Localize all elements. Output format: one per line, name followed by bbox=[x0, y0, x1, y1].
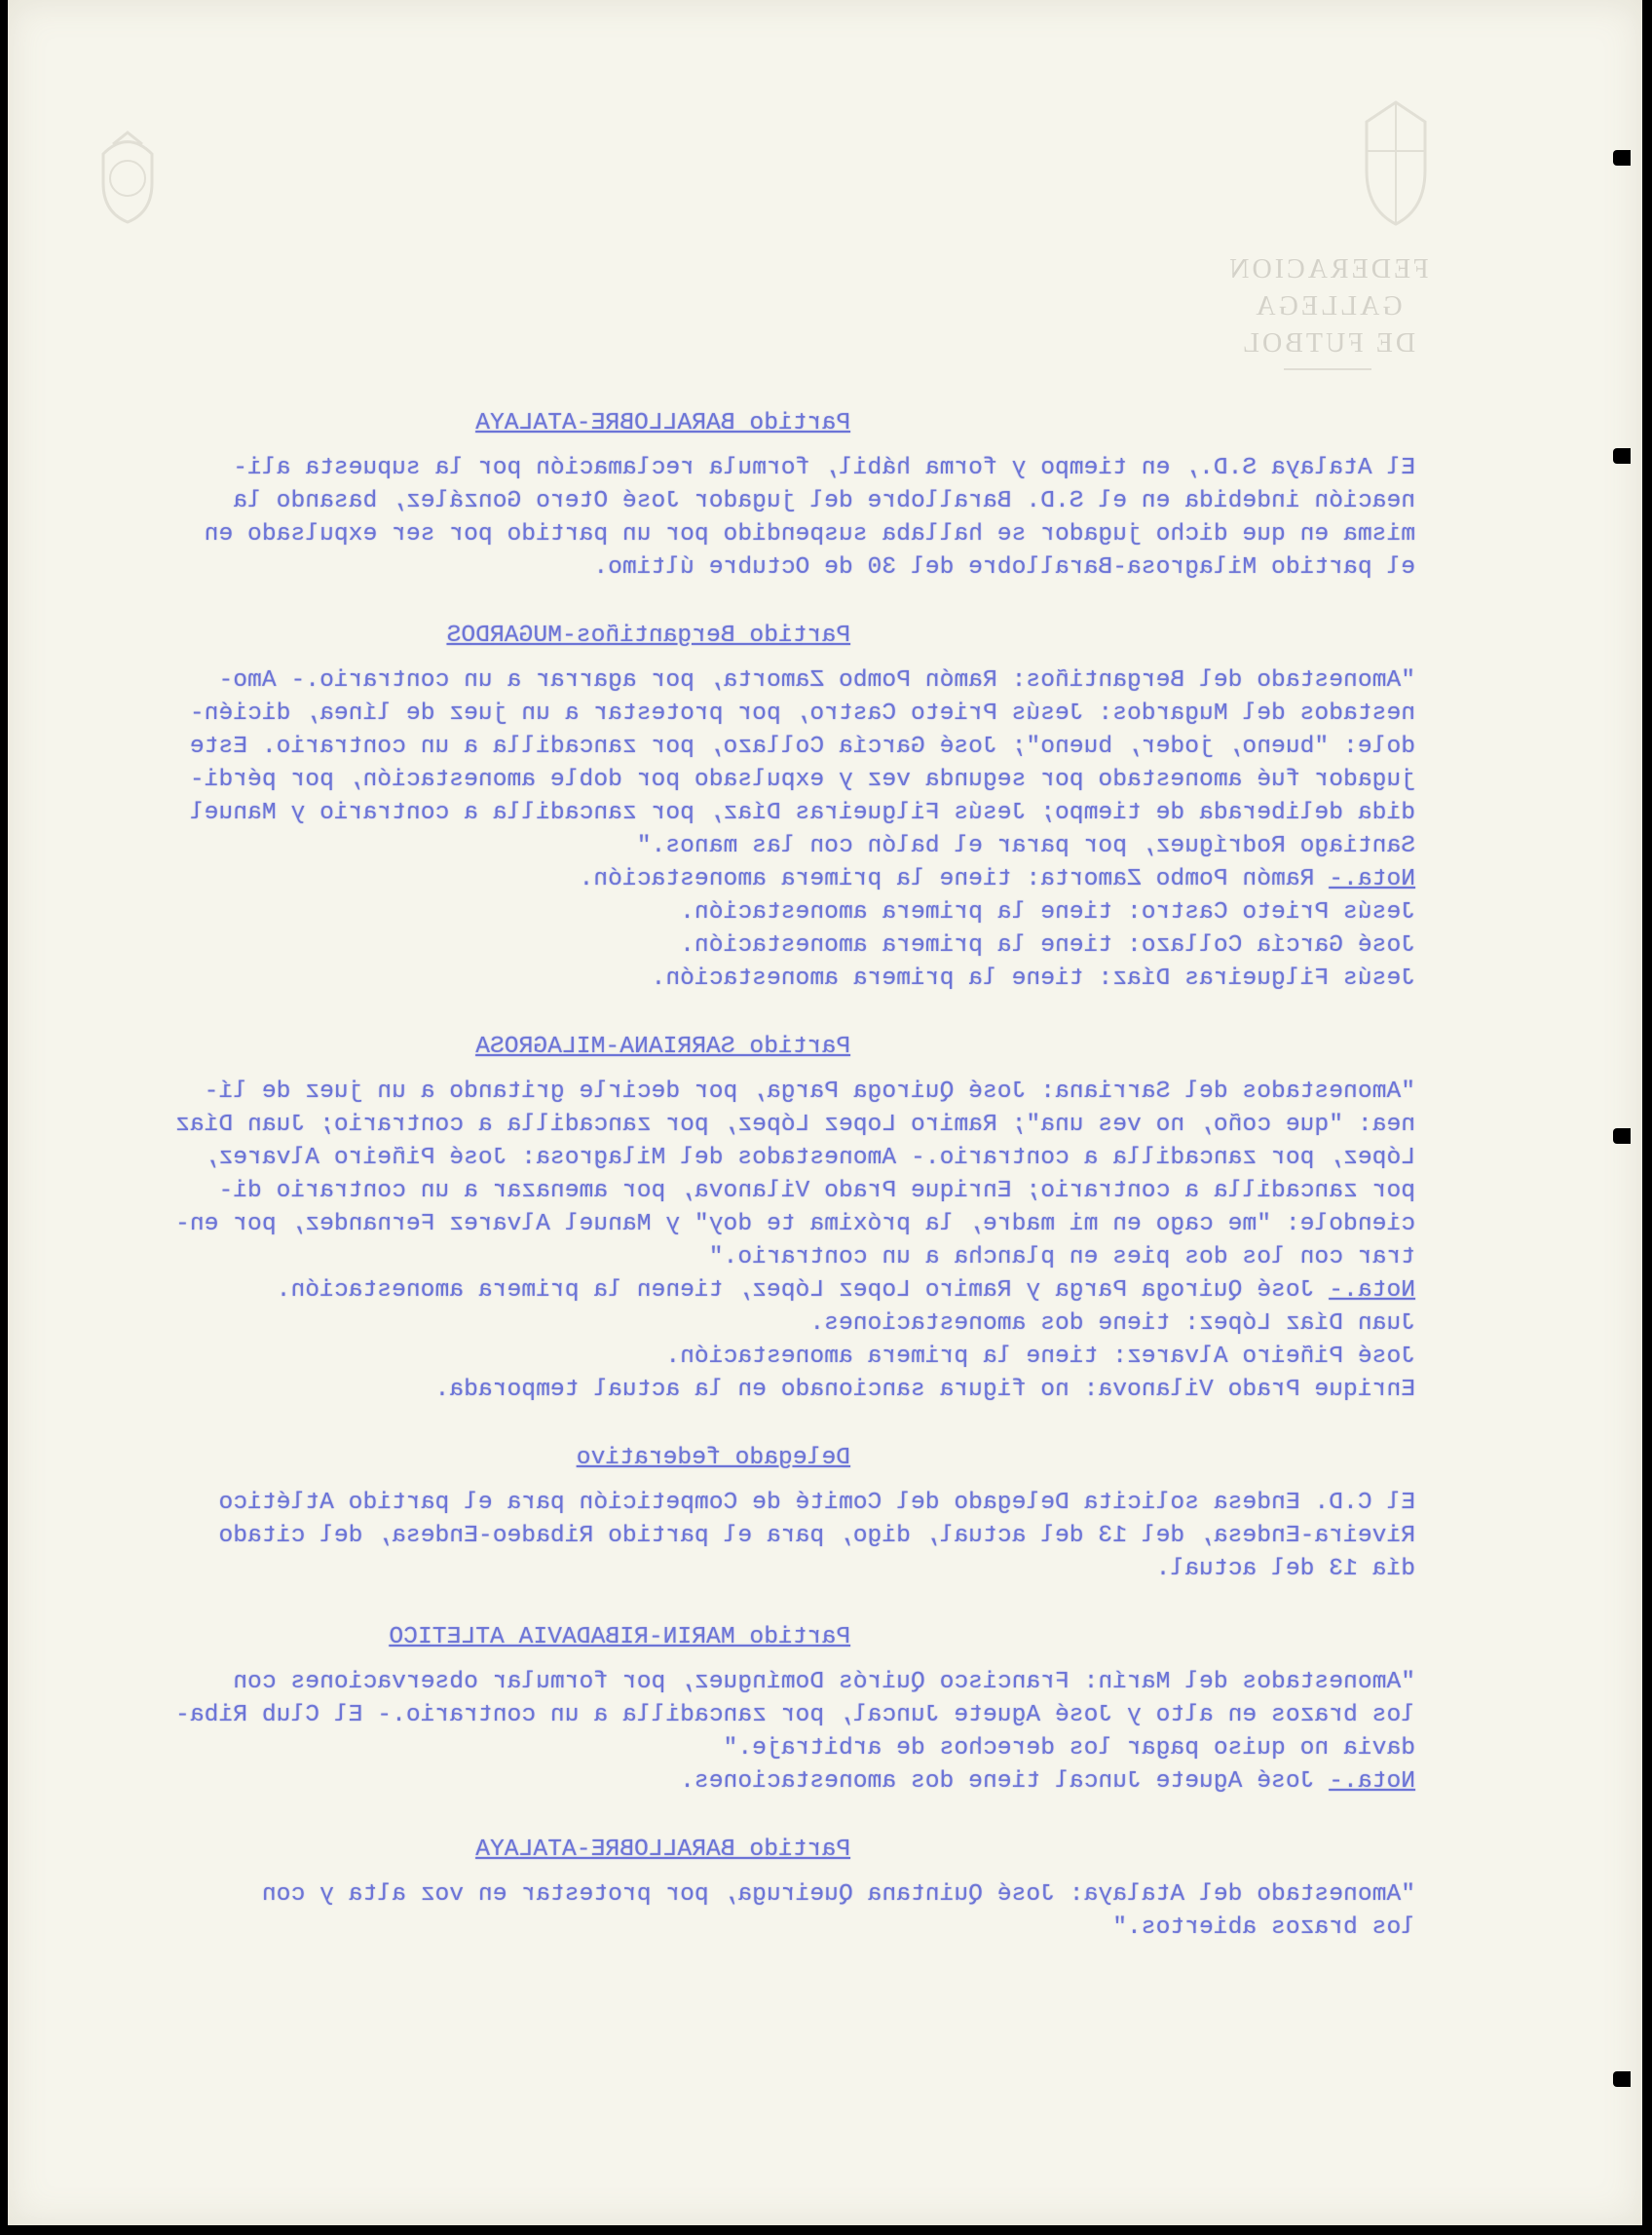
text-line: Riveira-Endesa, del 13 del actual, digo, para el partido Ribadeo-Endesa, del citado bbox=[218, 1523, 1415, 1549]
text-line: El Atalaya S.D., en tiempo y forma hábil, formula reclamación por la supuesta ali- bbox=[233, 455, 1415, 481]
note-line: Enrique Prado Vilanova: no figura sancionado en la actual temporada. bbox=[434, 1377, 1415, 1403]
typed-text-mirrored bbox=[47, 407, 1415, 1980]
text-line: López, por zancadilla a contrario.- Amonestados del Milagrosa: José Piñeiro Alvarez, bbox=[204, 1145, 1415, 1171]
text-line: por zancadilla a contrario; Enrique Prado Vilanova, por amenazar a un contrario di- bbox=[218, 1178, 1415, 1204]
binding-mark bbox=[1613, 2071, 1631, 2087]
section-heading: Delegado federativo bbox=[576, 1445, 850, 1471]
note-line bbox=[47, 1274, 1415, 1307]
letterhead-line-1: FEDERACION GALLEGA bbox=[1226, 254, 1429, 322]
section-heading: Partido BARALLOBRE-ATALAYA bbox=[475, 410, 850, 436]
letterhead-line-2: DE FUTBOL bbox=[1239, 328, 1416, 359]
text-line: dida deliberada de tiempo; Jesús Filgueiras Díaz, por zancadilla a contrario y Manuel bbox=[189, 800, 1415, 826]
note-text: Ramón Pombo Zamorta: tiene la primera amonestación. bbox=[579, 866, 1330, 892]
note-label: Nota.- bbox=[1329, 1768, 1415, 1795]
note-line: Jesús Prieto Castro: tiene la primera amonestación. bbox=[680, 899, 1415, 926]
section-barallobre-atalaya-amonestado bbox=[47, 1834, 1415, 1945]
note-label: Nota.- bbox=[1329, 1277, 1415, 1304]
text-line: neación indebida en el S.D. Barallobre del jugador José Otero González, basando la bbox=[233, 488, 1415, 514]
binding-mark bbox=[1613, 1128, 1631, 1144]
text-line: "Amonestado del Atalaya: José Quintana Queiruga, por protestar en voz alta y con bbox=[261, 1881, 1415, 1908]
note-line bbox=[47, 863, 1415, 896]
text-line: día 13 del actual. bbox=[1155, 1556, 1415, 1582]
binding-mark bbox=[1613, 150, 1631, 166]
document-page bbox=[8, 0, 1642, 2225]
note-line bbox=[47, 1765, 1415, 1799]
note-line: Juan Díaz López: tiene dos amonestaciones. bbox=[809, 1310, 1415, 1337]
text-line: ciendole: "me cago en mi madre, la próxima te doy" y Manuel Alvarez Fernandez, por en- bbox=[174, 1211, 1415, 1237]
section-marin-ribadavia bbox=[47, 1621, 1415, 1799]
note-line: José García Collazo: tiene la primera amonestación. bbox=[680, 932, 1415, 959]
federation-shield-icon bbox=[1352, 93, 1440, 229]
text-line: "Amonestados del Sarriana: José Quiroga Parga, por decirle gritando a un juez de lí- bbox=[204, 1079, 1415, 1105]
section-sarriana-milagrosa bbox=[47, 1031, 1415, 1407]
text-line: Santiago Rodríguez, por parar el balón con las manos." bbox=[636, 833, 1415, 859]
text-line: davia no quiso pagar los derechos de arbitraje." bbox=[723, 1735, 1415, 1761]
text-line: "Amonestado del Bergantiños: Ramón Pombo Zamorta, por agarrar a un contrario.- Amo- bbox=[218, 667, 1415, 694]
binding-mark bbox=[1613, 448, 1631, 464]
text-line: nestados del Mugardos: Jesús Prieto Castro, por protestar a un juez de línea, dicién- bbox=[189, 701, 1415, 727]
crest-icon bbox=[84, 125, 171, 227]
letterhead-rule bbox=[1284, 368, 1371, 370]
text-line: los brazos abiertos." bbox=[1112, 1914, 1415, 1941]
note-text: José Quiroga Parga y Ramiro Lopez López, tienen la primera amonestación. bbox=[276, 1277, 1330, 1304]
note-line: José Piñeiro Alvarez: tiene la primera amonestación. bbox=[665, 1344, 1415, 1370]
text-line: nea: "que coño, no ves una"; Ramiro Lopez López, por zancadilla a contrario; Juan Díaz bbox=[174, 1112, 1415, 1138]
text-line: el partido Milagrosa-Barallobre del 30 de Octubre último. bbox=[593, 554, 1415, 581]
text-line: dole: "bueno, joder, bueno"; José García Collazo, por zancadilla a un contrario. Este bbox=[189, 734, 1415, 760]
note-text: José Aguete Juncal tiene dos amonestaciones. bbox=[680, 1768, 1330, 1795]
note-line: Jesús Filgueiras Díaz: tiene la primera amonestación. bbox=[651, 966, 1415, 992]
section-barallobre-atalaya-claim bbox=[47, 407, 1415, 585]
note-label: Nota.- bbox=[1329, 866, 1415, 892]
section-heading: Partido Bergantiños-MUGARDOS bbox=[446, 623, 850, 649]
text-line: trar con los dos pies en plancha a un contrario." bbox=[708, 1244, 1415, 1270]
section-heading: Partido BARALLOBRE-ATALAYA bbox=[475, 1837, 850, 1863]
text-line: jugador fué amonestado por segunda vez y expulsado por doble amonestación, por pérdi- bbox=[189, 767, 1415, 793]
section-heading: Partido MARIN-RIBADAVIA ATLETICO bbox=[389, 1624, 850, 1650]
section-bergantinos-mugardos bbox=[47, 620, 1415, 996]
text-line: El C.D. Endesa solicita Delegado del Comité de Competición para el partido Atlético bbox=[218, 1490, 1415, 1516]
section-delegado-federativo bbox=[47, 1442, 1415, 1586]
text-line: misma en que dicho jugador se hallaba suspendido por un partido por ser expulsado en bbox=[204, 521, 1415, 548]
letterhead bbox=[1216, 251, 1440, 370]
text-line: "Amonestados del Marín: Francisco Quirós Domínguez, por formular observaciones con bbox=[233, 1669, 1415, 1695]
text-line: los brazos en alto y José Aguete Juncal, por zancadilla a un contrario.- El Club Riba- bbox=[174, 1702, 1415, 1728]
section-heading: Partido SARRIANA-MILAGROSA bbox=[475, 1034, 850, 1060]
